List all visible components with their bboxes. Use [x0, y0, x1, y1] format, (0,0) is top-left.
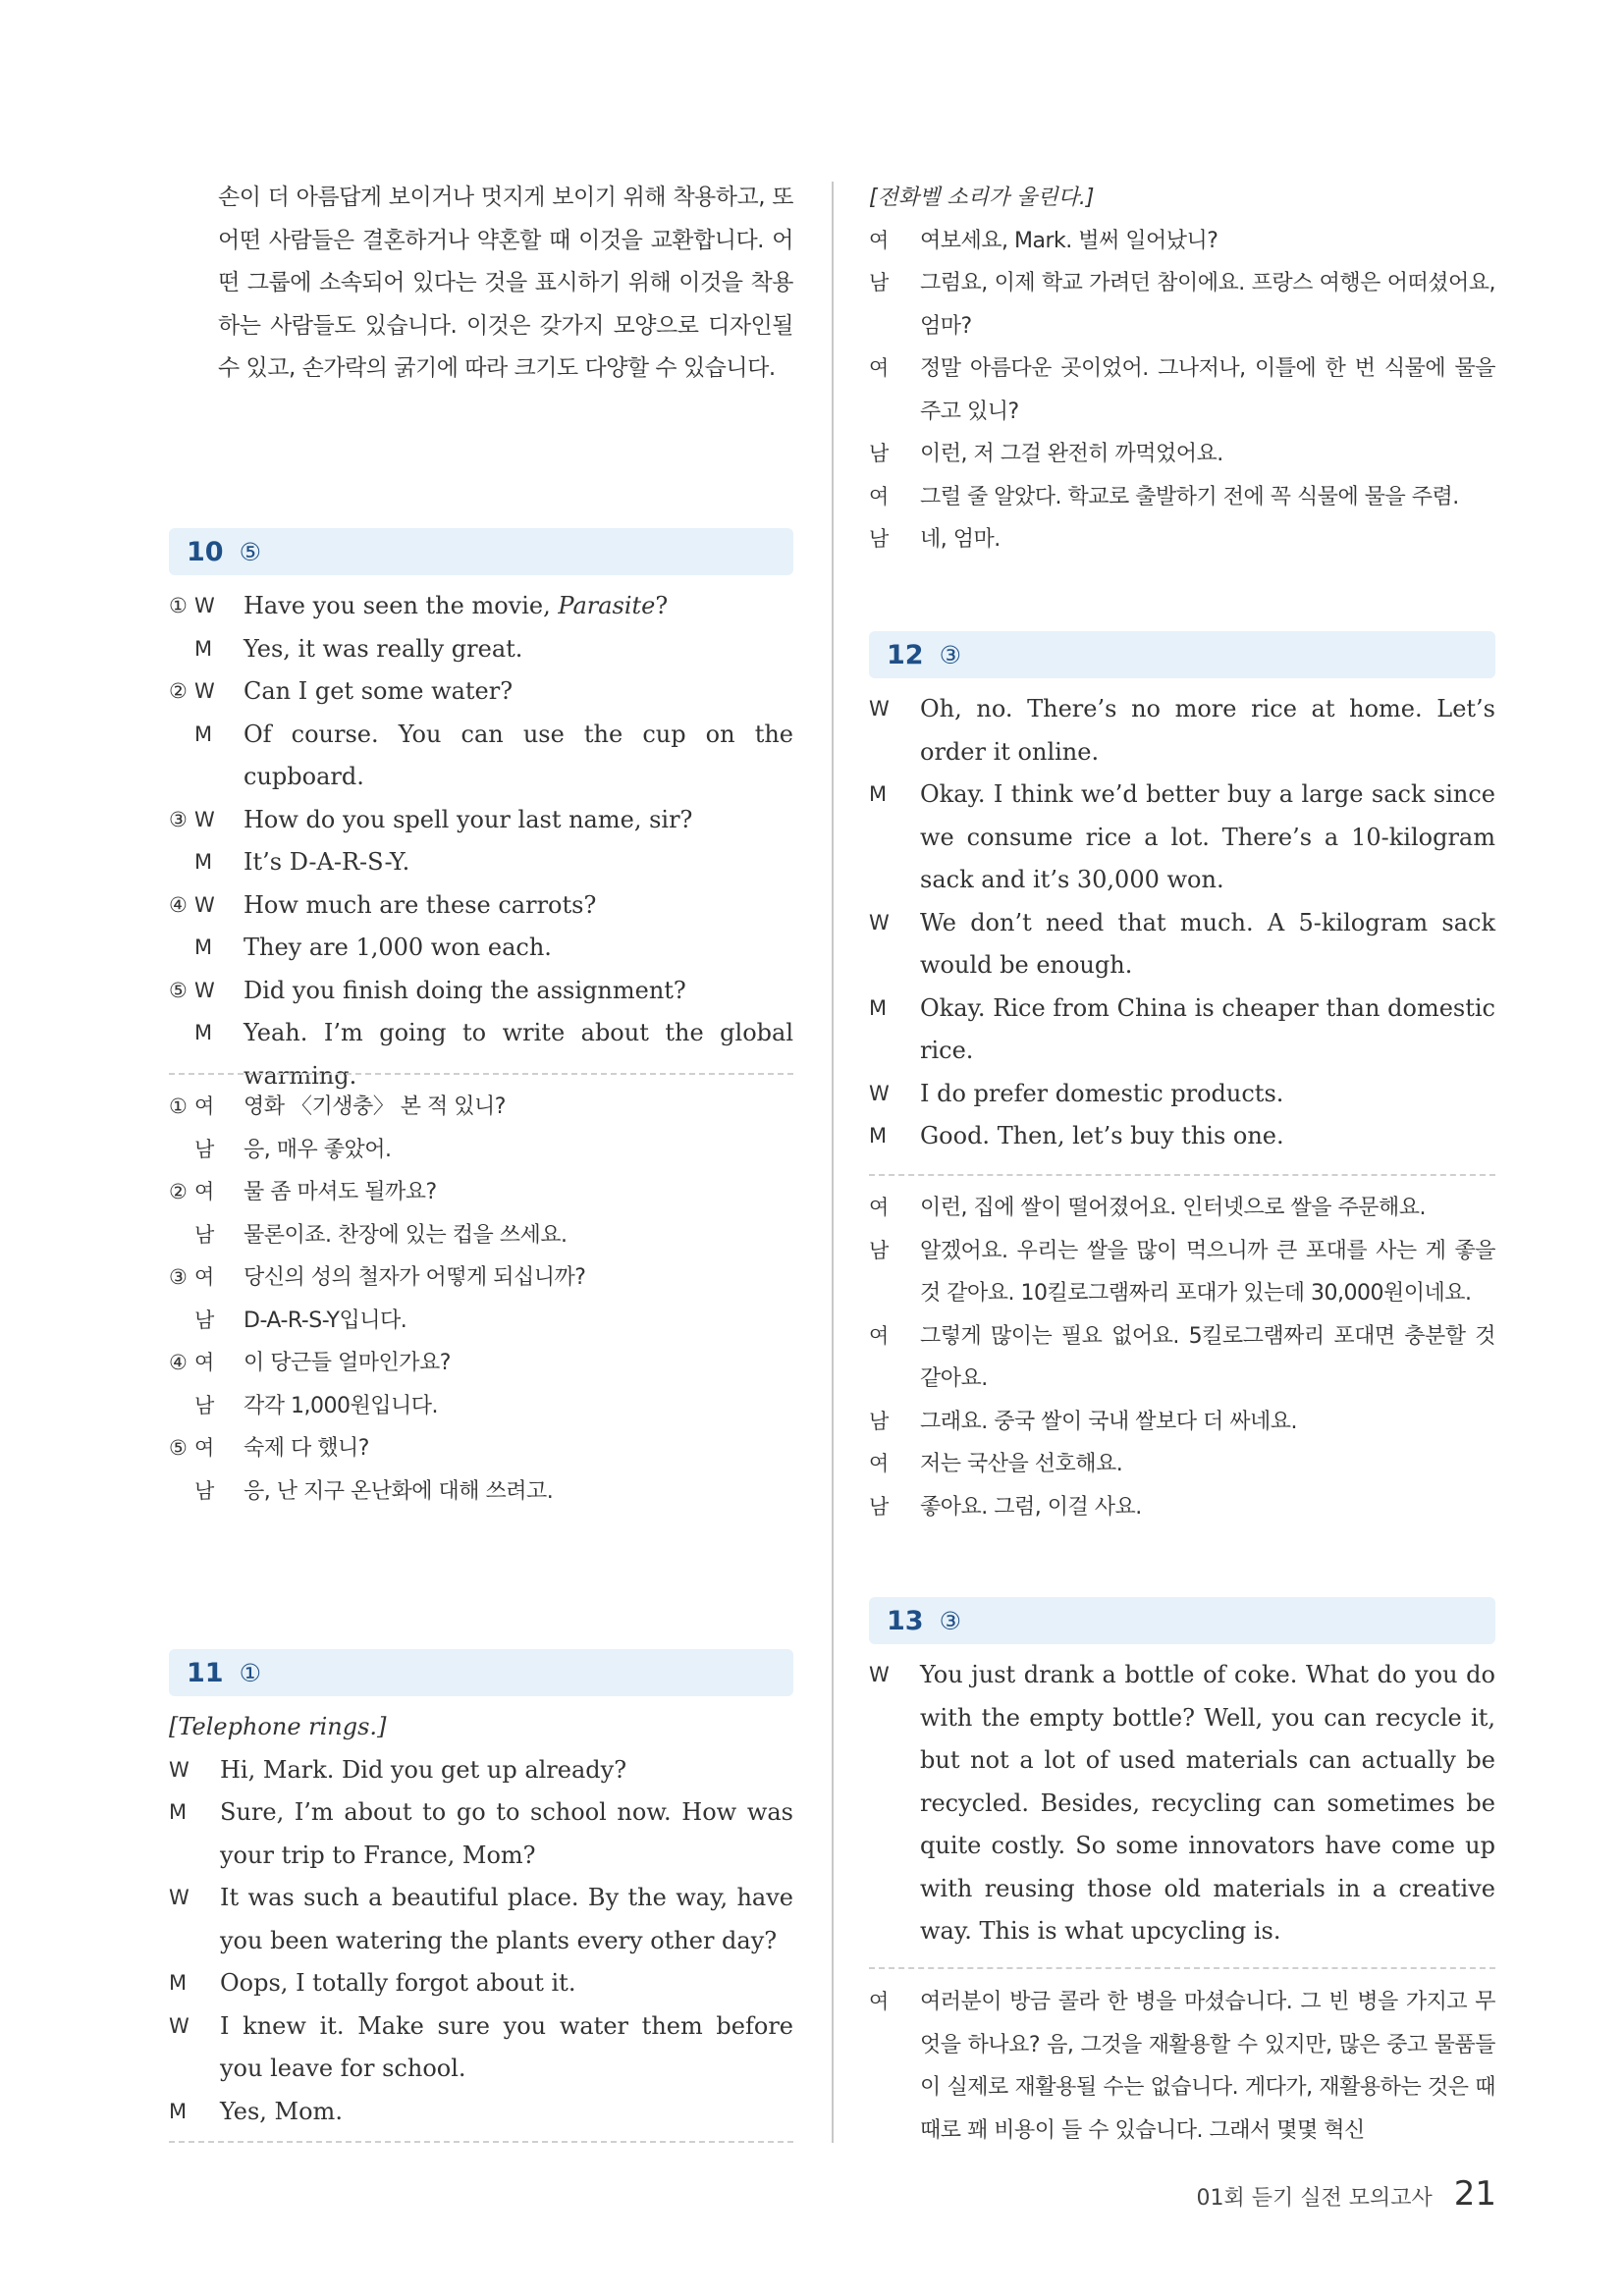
question-number: 12	[887, 639, 924, 670]
question-number: 13	[887, 1605, 924, 1636]
section-divider	[869, 1174, 1495, 1176]
dialogue-line: ④ 여 이 당근들 얼마인가요?	[169, 1351, 451, 1375]
dialogue-line: 여 여러분이 방금 콜라 한 병을 마셨습니다. 그 빈 병을 가지고 무엇을 하나요? 음, 그것을 재활용할 수 있지만, 많은 중고 물품들이 실제로 재활용될 수는 없습니다. 게다가, 재활용하는 것은 때때로 꽤 비용이 들 수 있습니다. 그래서 몇몇 혁신	[869, 1990, 1495, 2143]
question-11-english	[169, 1706, 793, 2133]
dialogue-line: 남 그래요. 중국 쌀이 국내 쌀보다 더 싸네요.	[869, 1409, 1297, 1434]
dialogue-line: W Oh, no. There’s no more rice at home. Let’s order it online.	[869, 695, 1495, 766]
dialogue-line: W I do prefer domestic products.	[869, 1079, 1284, 1107]
question-13-korean	[869, 1981, 1495, 2148]
section-divider	[869, 1967, 1495, 1969]
dialogue-line: ③ W How do you spell your last name, sir?	[169, 805, 693, 833]
dialogue-line: ⑤ W Did you finish doing the assignment?	[169, 976, 686, 1004]
dialogue-line: M Yes, it was really great.	[194, 634, 523, 663]
answer-mark: ③	[939, 640, 961, 669]
question-13-english	[869, 1654, 1495, 1953]
dialogue-line: W It was such a beautiful place. By the way, have you been watering the plants every other day?	[169, 1884, 793, 1954]
dialogue-line: ① 여 영화 〈기생충〉 본 적 있니?	[169, 1095, 506, 1119]
intro-paragraph-block	[218, 177, 793, 391]
question-number: 10	[187, 536, 224, 567]
dialogue-line: M Good. Then, let’s buy this one.	[869, 1122, 1284, 1149]
dialogue-line: 남 네, 엄마.	[869, 527, 1001, 552]
dialogue-line: 여 저는 국산을 선호해요.	[869, 1452, 1123, 1476]
question-13-header	[869, 1597, 1495, 1644]
question-10-english	[169, 585, 793, 1097]
answer-mark: ⑤	[239, 537, 261, 566]
dialogue-line: 여 정말 아름다운 곳이었어. 그나저나, 이틀에 한 번 식물에 물을 주고 있니?	[869, 356, 1495, 424]
dialogue-line: W We don’t need that much. A 5-kilogram sack would be enough.	[869, 908, 1495, 979]
dialogue-line: 남 각각 1,000원입니다.	[194, 1393, 438, 1418]
answer-mark: ①	[239, 1658, 261, 1687]
dialogue-line: ① W Have you seen the movie, Parasite?	[169, 592, 669, 619]
dialogue-line: ④ W How much are these carrots?	[169, 890, 597, 919]
dialogue-line: ⑤ 여 숙제 다 했니?	[169, 1436, 369, 1461]
dialogue-line: W Hi, Mark. Did you get up already?	[169, 1755, 627, 1784]
dialogue-line: 남 응, 난 지구 온난화에 대해 쓰려고.	[194, 1478, 554, 1504]
dialogue-line: M Sure, I’m about to go to school now. How was your trip to France, Mom?	[169, 1798, 793, 1869]
dialogue-line: ② 여 물 좀 마셔도 될까요?	[169, 1180, 437, 1204]
dialogue-line: 남 그럼요, 이제 학교 가려던 참이에요. 프랑스 여행은 어떠셨어요, 엄마?	[869, 271, 1495, 339]
dialogue-line: M Of course. You can use the cup on the cupboard.	[194, 720, 793, 790]
dialogue-line: M It’s D-A-R-S-Y.	[194, 848, 410, 876]
dialogue-line: M Yes, Mom.	[169, 2097, 343, 2125]
dialogue-line: M Okay. Rice from China is cheaper than domestic rice.	[869, 993, 1495, 1064]
footer-label: 01회 듣기 실전 모의고사	[1196, 2186, 1433, 2211]
dialogue-line: 여 그렇게 많이는 필요 없어요. 5킬로그램짜리 포대면 충분할 것 같아요.	[869, 1323, 1495, 1391]
dialogue-line: 남 응, 매우 좋았어.	[194, 1137, 392, 1162]
dialogue-line: M They are 1,000 won each.	[194, 934, 552, 961]
page-footer	[1196, 2174, 1496, 2214]
dialogue-line: 남 이런, 저 그걸 완전히 까먹었어요.	[869, 442, 1223, 466]
intro-paragraph: 손이 더 아름답게 보이거나 멋지게 보이기 위해 착용하고, 또 어떤 사람들은 결혼하거나 약혼할 때 이것을 교환합니다. 어떤 그룹에 소속되어 있다는 것을 표시하기 위해 이것을 착용하는 사람들도 있습니다. 이것은 갖가지 모양으로 디자인될 수 있고, 손가락의 굵기에 따라 크기도 다양할 수 있습니다.	[218, 185, 793, 381]
stage-direction: [Telephone rings.]	[169, 1713, 387, 1740]
dialogue-line: W I knew it. Make sure you water them before you leave for school.	[169, 2011, 793, 2082]
question-12-korean	[869, 1187, 1495, 1528]
column-divider	[832, 182, 834, 2143]
dialogue-line: 남 D-A-R-S-Y입니다.	[194, 1308, 407, 1333]
question-12-english	[869, 688, 1495, 1158]
dialogue-line: 남 알겠어요. 우리는 쌀을 많이 먹으니까 큰 포대를 사는 게 좋을 것 같아요. 10킬로그램짜리 포대가 있는데 30,000원이네요.	[869, 1238, 1495, 1306]
section-divider	[169, 1073, 793, 1075]
question-11-korean	[869, 177, 1495, 561]
dialogue-line: 여 여보세요, Mark. 벌써 일어났니?	[869, 228, 1218, 253]
question-10-header	[169, 528, 793, 575]
dialogue-line: M Okay. I think we’d better buy a large sack since we consume rice a lot. There’s a 10-kilogram sack and it’s 30,000 won.	[869, 780, 1495, 893]
section-divider	[169, 2141, 793, 2143]
page-number: 21	[1453, 2174, 1496, 2214]
dialogue-line: ③ 여 당신의 성의 철자가 어떻게 되십니까?	[169, 1265, 586, 1290]
dialogue-line: 남 물론이죠. 찬장에 있는 컵을 쓰세요.	[194, 1222, 568, 1248]
dialogue-line: 여 그럴 줄 알았다. 학교로 출발하기 전에 꼭 식물에 물을 주렴.	[869, 484, 1459, 509]
question-10-korean	[169, 1086, 793, 1513]
question-11-header	[169, 1649, 793, 1696]
stage-direction: [전화벨 소리가 울린다.]	[869, 186, 1095, 210]
dialogue-line: ② W Can I get some water?	[169, 677, 514, 705]
answer-mark: ③	[939, 1606, 961, 1635]
dialogue-line: M Yeah. I’m going to write about the global warming.	[194, 1019, 793, 1090]
question-number: 11	[187, 1657, 224, 1688]
dialogue-line: W You just drank a bottle of coke. What do you do with the empty bottle? Well, you can recycle it, but not a lot of used materials can actually be recycled. Besides, recycling can sometimes be quite costly. So some innovators have come up with reusing those old materials in a creative way. This is what upcycling is.	[869, 1661, 1495, 1945]
dialogue-line: M Oops, I totally forgot about it.	[169, 1969, 576, 1997]
dialogue-line: 남 좋아요. 그럼, 이걸 사요.	[869, 1494, 1142, 1520]
dialogue-line: 여 이런, 집에 쌀이 떨어졌어요. 인터넷으로 쌀을 주문해요.	[869, 1196, 1426, 1220]
question-12-header	[869, 631, 1495, 678]
